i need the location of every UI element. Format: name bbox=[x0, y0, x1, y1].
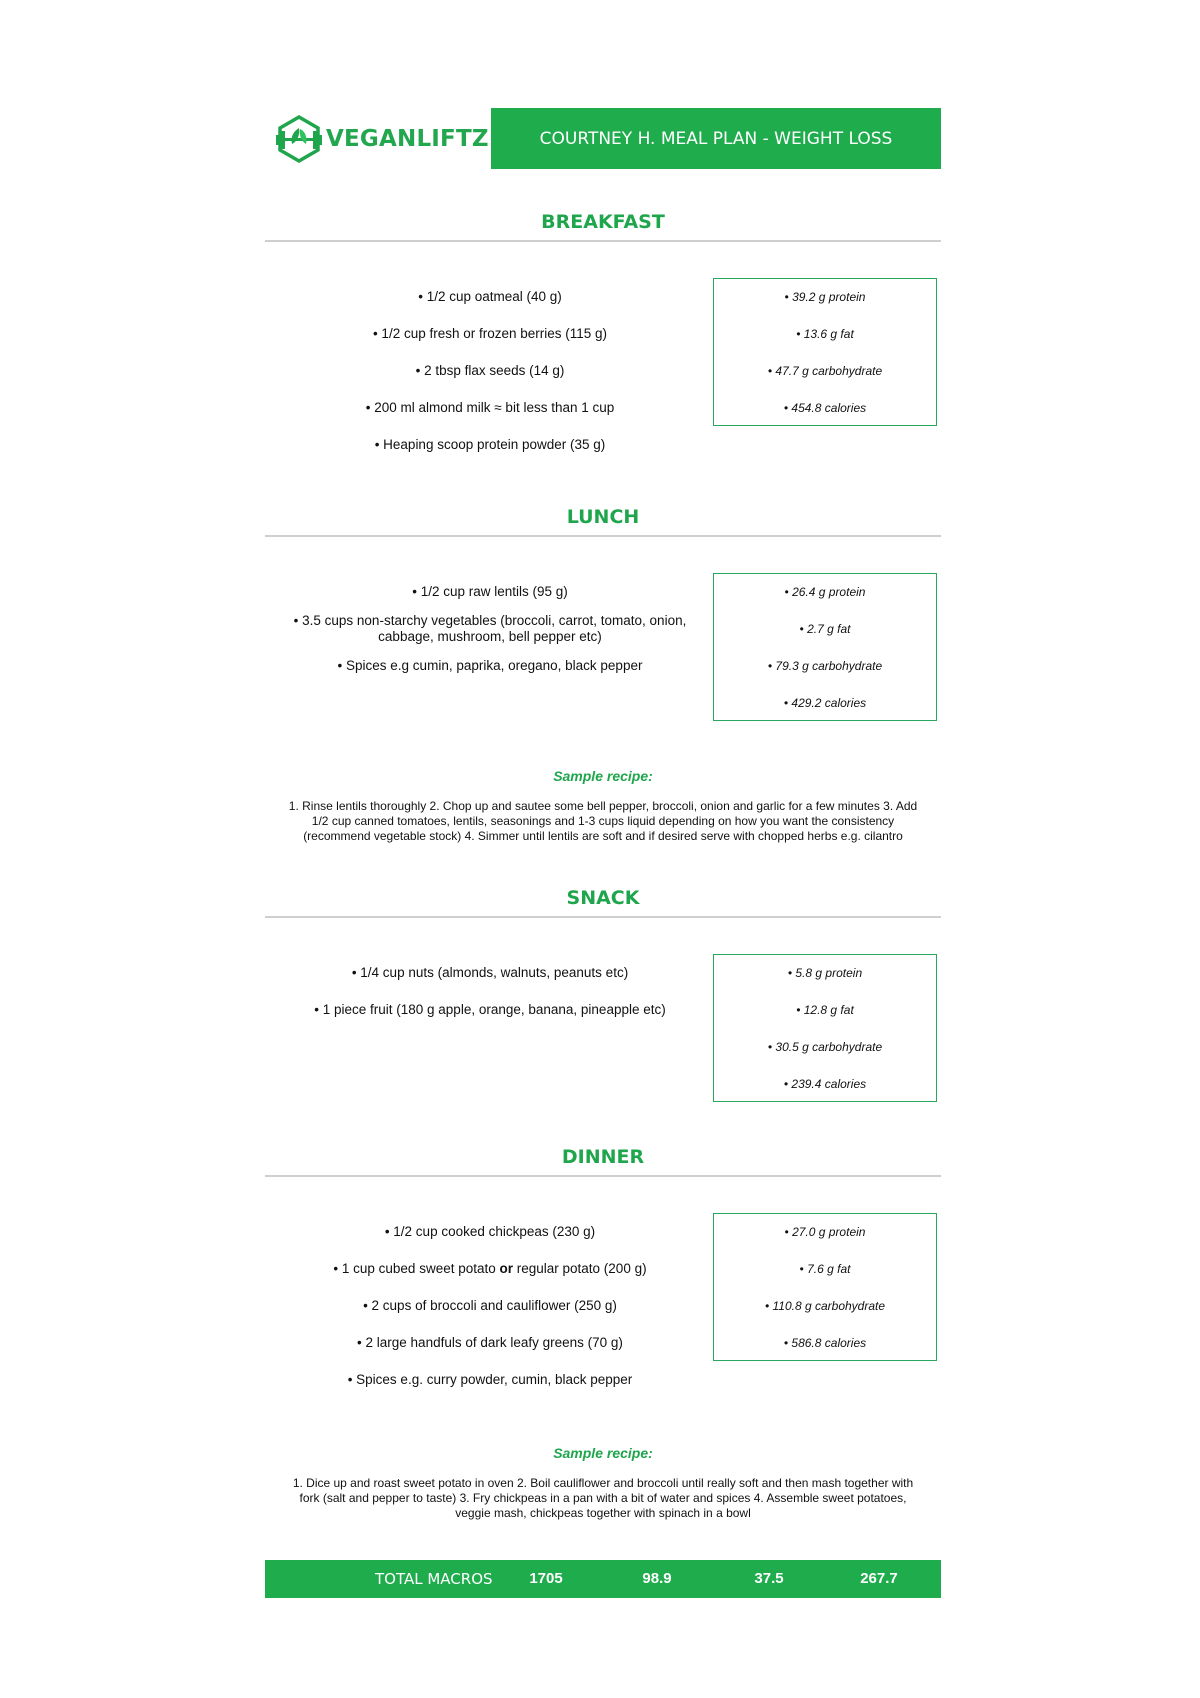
dinner-recipe-line: 1. Dice up and roast sweet potato in oven 2. Boil cauliflower and broccoli until really soft and then mash together with bbox=[292, 1476, 914, 1490]
dinner-recipe-line: veggie mash, chickpeas together with spinach in a bowl bbox=[455, 1506, 751, 1520]
macro-protein: • 39.2 g protein bbox=[784, 290, 866, 304]
macro-calories: • 454.8 calories bbox=[783, 401, 867, 415]
breakfast-ingredient: • Heaping scoop protein powder (35 g) bbox=[374, 437, 606, 452]
breakfast-divider bbox=[265, 240, 941, 242]
breakfast-macro-box bbox=[713, 278, 937, 426]
breakfast-ingredient: • 200 ml almond milk ≈ bit less than 1 cup bbox=[365, 400, 615, 415]
dinner-ingredient: • 1/2 cup cooked chickpeas (230 g) bbox=[384, 1224, 596, 1239]
lunch-ingredient: • Spices e.g cumin, paprika, oregano, black pepper bbox=[337, 658, 643, 673]
macro-carbohydrate: • 79.3 g carbohydrate bbox=[767, 659, 883, 673]
plan-title-bar bbox=[491, 108, 941, 169]
macro-fat: • 7.6 g fat bbox=[799, 1262, 851, 1276]
lunch-recipe-heading: Sample recipe: bbox=[553, 768, 653, 784]
breakfast-heading: BREAKFAST bbox=[541, 211, 665, 233]
lunch-recipe-line: 1. Rinse lentils thoroughly 2. Chop up and sautee some bell pepper, broccoli, onion and garlic for a few minutes 3. Add bbox=[288, 799, 918, 813]
dinner-divider bbox=[265, 1175, 941, 1177]
breakfast-ingredient: • 1/2 cup fresh or frozen berries (115 g) bbox=[372, 326, 608, 341]
brand-logo bbox=[276, 113, 489, 165]
dumbbell-leaf-icon bbox=[276, 114, 322, 164]
total-calories: 1705 bbox=[529, 1570, 563, 1587]
breakfast-ingredient: • 2 tbsp flax seeds (14 g) bbox=[415, 363, 565, 378]
dinner-heading: DINNER bbox=[561, 1146, 645, 1168]
macro-protein: • 5.8 g protein bbox=[787, 966, 863, 980]
snack-divider bbox=[265, 916, 941, 918]
plan-title: COURTNEY H. MEAL PLAN - WEIGHT LOSS bbox=[539, 128, 893, 149]
snack-macro-box bbox=[713, 954, 937, 1102]
macro-carbohydrate: • 47.7 g carbohydrate bbox=[767, 364, 883, 378]
total-macros-label: TOTAL MACROS bbox=[375, 1570, 493, 1588]
macro-fat: • 13.6 g fat bbox=[796, 327, 854, 341]
dinner-ingredient: • Spices e.g. curry powder, cumin, black pepper bbox=[347, 1372, 633, 1387]
snack-ingredient: • 1/4 cup nuts (almonds, walnuts, peanuts etc) bbox=[351, 965, 629, 980]
lunch-recipe-line: (recommend vegetable stock) 4. Simmer until lentils are soft and if desired serve with chopped herbs e.g. cilantro bbox=[303, 829, 903, 843]
snack-heading: SNACK bbox=[566, 887, 640, 909]
lunch-recipe-line: 1/2 cup canned tomatoes, lentils, seasonings and 1-3 cups liquid depending on how you want the consistency bbox=[311, 814, 895, 828]
lunch-macro-box bbox=[713, 573, 937, 721]
lunch-ingredient: cabbage, mushroom, bell pepper etc) bbox=[378, 629, 602, 644]
macro-carbohydrate: • 110.8 g carbohydrate bbox=[764, 1299, 886, 1313]
total-carbohydrate: 267.7 bbox=[860, 1570, 898, 1587]
lunch-divider bbox=[265, 535, 941, 537]
macro-calories: • 429.2 calories bbox=[783, 696, 867, 710]
total-fat: 37.5 bbox=[754, 1570, 784, 1587]
dinner-ingredient: • 2 large handfuls of dark leafy greens (70 g) bbox=[357, 1335, 623, 1350]
macro-fat: • 2.7 g fat bbox=[799, 622, 851, 636]
macro-protein: • 26.4 g protein bbox=[784, 585, 866, 599]
dinner-recipe-heading: Sample recipe: bbox=[553, 1445, 653, 1461]
brand-name: VEGANLIFTZ bbox=[326, 126, 489, 152]
lunch-ingredient: • 1/2 cup raw lentils (95 g) bbox=[412, 584, 568, 599]
macro-protein: • 27.0 g protein bbox=[784, 1225, 866, 1239]
snack-ingredient: • 1 piece fruit (180 g apple, orange, banana, pineapple etc) bbox=[314, 1002, 666, 1017]
dinner-recipe-line: fork (salt and pepper to taste) 3. Fry chickpeas in a pan with a bit of water and spices 4. Assemble sweet potatoes, bbox=[299, 1491, 907, 1505]
dinner-ingredient: • 1 cup cubed sweet potato or regular potato (200 g) bbox=[333, 1261, 647, 1276]
total-protein: 98.9 bbox=[642, 1570, 672, 1587]
macro-calories: • 586.8 calories bbox=[783, 1336, 867, 1350]
breakfast-ingredient: • 1/2 cup oatmeal (40 g) bbox=[418, 289, 562, 304]
total-macros-bar bbox=[265, 1560, 941, 1598]
macro-calories: • 239.4 calories bbox=[783, 1077, 867, 1091]
dinner-macro-box bbox=[713, 1213, 937, 1361]
lunch-heading: LUNCH bbox=[566, 506, 640, 528]
macro-fat: • 12.8 g fat bbox=[796, 1003, 854, 1017]
lunch-ingredient: • 3.5 cups non-starchy vegetables (broccoli, carrot, tomato, onion, bbox=[293, 613, 687, 628]
dinner-ingredient: • 2 cups of broccoli and cauliflower (250 g) bbox=[363, 1298, 617, 1313]
macro-carbohydrate: • 30.5 g carbohydrate bbox=[767, 1040, 883, 1054]
